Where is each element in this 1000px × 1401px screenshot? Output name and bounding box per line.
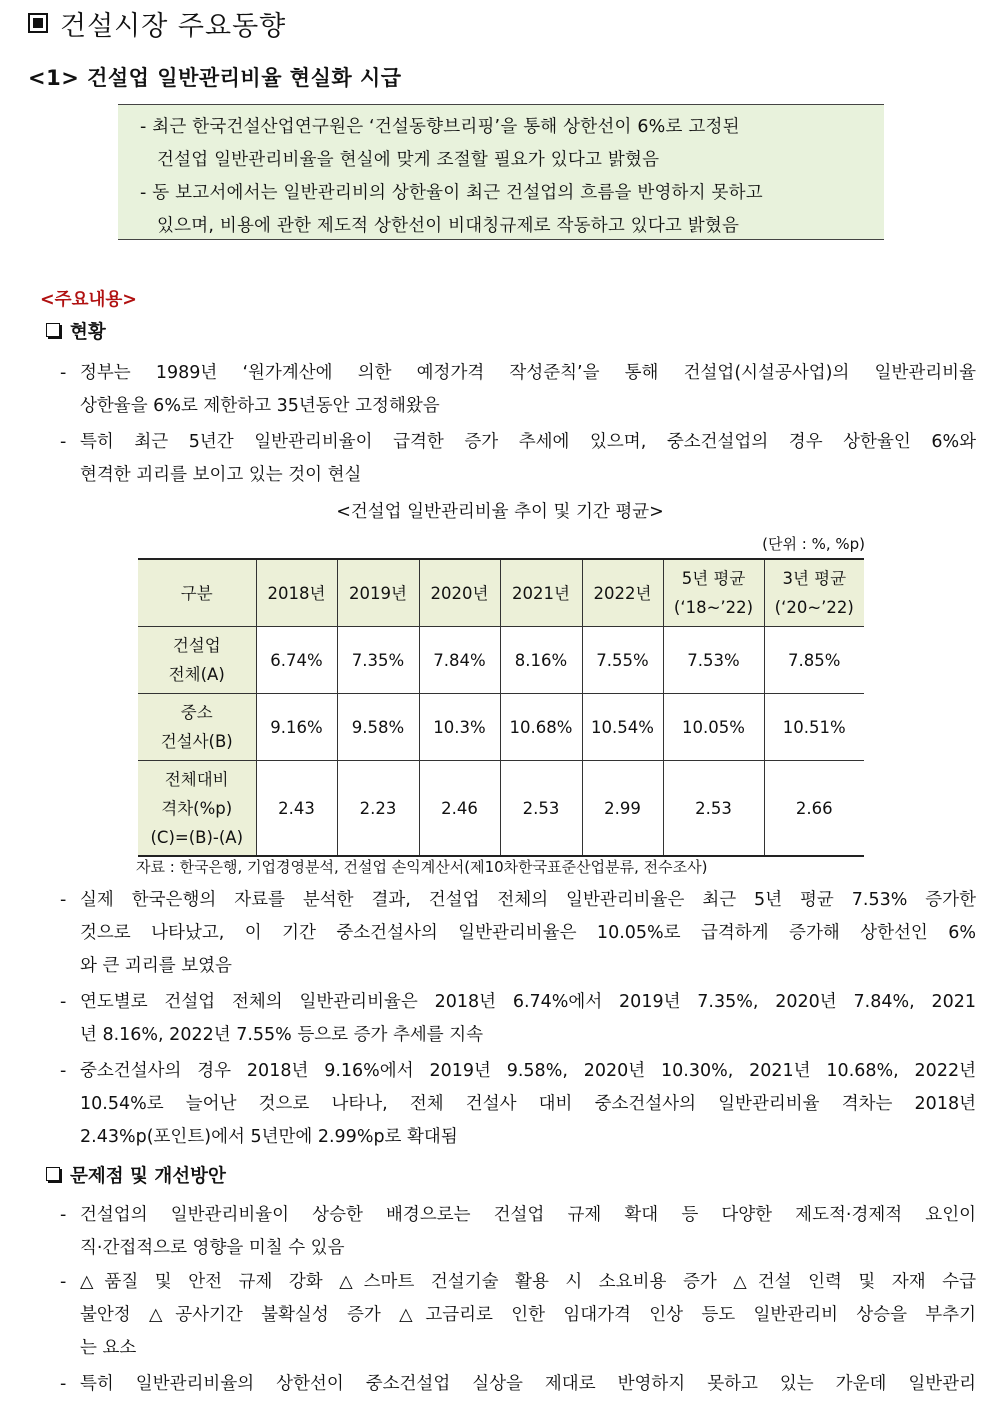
summary-line: - 동 보고서에서는 일반관리비의 상한율이 최근 건설업의 흐름을 반영하지 못하고 [140, 183, 763, 203]
table-header-row [138, 559, 864, 627]
row-label-line: (C)=(B)-(A) [150, 827, 244, 847]
table-header-cell: 2022년 [582, 559, 663, 627]
paragraph-line: 2.43%p(포인트)에서 5년만에 2.99%p로 확대됨 [80, 1127, 458, 1147]
summary-line: - 최근 한국건설산업연구원은 ‘건설동향브리핑’을 통해 상한선이 6%로 고정된 [140, 117, 740, 137]
table-cell: 2.53 [500, 761, 582, 857]
section-heading-text: 현황 [70, 322, 106, 343]
table-cell: 2.43 [256, 761, 337, 857]
paragraph-line: 불안정 △공사기간 불확실성 증가 △고금리로 인한 임대가격 인상 등도 일반관리비 상승을 부추기 [80, 1305, 976, 1325]
table-cell: 2.66 [764, 761, 864, 857]
paragraph-line: 특히 최근 5년간 일반관리비율이 급격한 증가 추세에 있으며, 중소건설업의 경우 상한율인 6%와 [80, 432, 976, 452]
main-content-heading: <주요내용> [40, 290, 137, 310]
paragraph-line: 연도별로 건설업 전체의 일반관리비율은 2018년 6.74%에서 2019년 7.35%, 2020년 7.84%, 2021 [80, 992, 976, 1012]
paragraph-line: 직·간접적으로 영향을 미칠 수 있음 [80, 1238, 345, 1258]
table-cell: 10.54% [582, 694, 663, 761]
bullet-dash: - [60, 890, 67, 910]
summary-line: 있으며, 비용에 관한 제도적 상한선이 비대칭규제로 작동하고 있다고 밝혔음 [157, 216, 740, 236]
section-title [28, 4, 286, 43]
bullet-dash: - [60, 1061, 67, 1081]
summary-box [118, 104, 884, 240]
bullet-dash: - [60, 1272, 67, 1292]
bullet-item [60, 1368, 976, 1401]
paragraph-line: 정부는 1989년 ‘원가계산에 의한 예정가격 작성준칙’을 통해 건설업(시설공사업)의 일반관리비율 [80, 363, 976, 383]
row-label-line: 전체대비 [164, 769, 229, 789]
table-cell: 2.23 [337, 761, 419, 857]
table-header-cell: 2021년 [500, 559, 582, 627]
article-subtitle: <1> 건설업 일반관리비율 현실화 시급 [28, 66, 402, 90]
section-heading-text: 문제점 및 개선방안 [70, 1166, 226, 1187]
paragraph-line: △품질 및 안전 규제 강화 △스마트 건설기술 활용 시 소요비용 증가 △건설 인력 및 자재 수급 [80, 1272, 976, 1292]
section-title-text: 건설시장 주요동향 [60, 11, 287, 42]
header-line: (‘18~’22) [673, 598, 754, 617]
row-label-line: 건설업 [172, 636, 221, 655]
table-header-cell [764, 559, 864, 627]
table-cell: 2.53 [663, 761, 764, 857]
hollow-square-bullet-icon [46, 323, 60, 337]
management-cost-ratio-table [138, 558, 864, 857]
table-cell: 7.84% [419, 627, 500, 694]
table-header-cell: 2020년 [419, 559, 500, 627]
header-line: (‘20~’22) [774, 598, 854, 617]
table-caption: <건설업 일반관리비율 추이 및 기간 평균> [336, 502, 664, 522]
summary-line: 건설업 일반관리비율을 현실에 맞게 조절할 필요가 있다고 밝혔음 [157, 150, 660, 170]
bullet-item [60, 884, 976, 983]
bullet-dash: - [60, 1374, 67, 1394]
table-source: 자료 : 한국은행, 기업경영분석, 건설업 손익계산서(제10차한국표준산업분류, 전수조사) [136, 858, 708, 876]
table-cell: 7.53% [663, 627, 764, 694]
table-header-cell: 구분 [138, 559, 256, 627]
table-unit: (단위 : %, %p) [762, 535, 865, 553]
bullet-item [60, 1199, 976, 1265]
row-header-cell [138, 761, 256, 857]
paragraph-line: 건설업의 일반관리비율이 상승한 배경으로는 건설업 규제 확대 등 다양한 제도적·경제적 요인이 [80, 1205, 976, 1225]
table-row [138, 761, 864, 857]
paragraph-line: 중소건설사의 경우 2018년 9.16%에서 2019년 9.58%, 2020년 10.30%, 2021년 10.68%, 2022년 [80, 1061, 976, 1081]
table-cell: 10.51% [764, 694, 864, 761]
paragraph-line: 현격한 괴리를 보이고 있는 것이 현실 [80, 465, 362, 485]
row-header-cell [138, 694, 256, 761]
paragraph-line: 상한율을 6%로 제한하고 35년동안 고정해왔음 [80, 396, 440, 416]
header-line: 5년 평균 [681, 569, 746, 588]
hollow-square-bullet-icon [46, 1167, 60, 1181]
table-row [138, 694, 864, 761]
bullet-dash: - [60, 432, 67, 452]
table-cell: 7.35% [337, 627, 419, 694]
table-cell: 9.58% [337, 694, 419, 761]
table-cell: 10.3% [419, 694, 500, 761]
table-cell: 7.55% [582, 627, 663, 694]
paragraph-line: 특히 일반관리비율의 상한선이 중소건설업 실상을 제대로 반영하지 못하고 있는 가운데 일반관리 [80, 1374, 976, 1394]
table-row [138, 627, 864, 694]
bullet-item [60, 426, 976, 492]
bullet-dash: - [60, 363, 67, 383]
table-header-cell [663, 559, 764, 627]
table-header-cell: 2018년 [256, 559, 337, 627]
paragraph-line: 것으로 나타났고, 이 기간 중소건설사의 일반관리비율은 10.05%로 급격하게 증가해 상한선인 6% [80, 923, 976, 943]
row-label-line: 전체(A) [168, 665, 225, 684]
table-cell: 10.68% [500, 694, 582, 761]
table-cell: 2.46 [419, 761, 500, 857]
row-label-line: 격차(%p) [161, 798, 233, 818]
table-cell: 6.74% [256, 627, 337, 694]
section-heading-problems [46, 1162, 226, 1188]
table-header-cell: 2019년 [337, 559, 419, 627]
row-header-cell [138, 627, 256, 694]
section-heading-status [46, 318, 106, 344]
bullet-item [60, 986, 976, 1052]
bullet-dash: - [60, 992, 67, 1012]
paragraph-line: 는 요소 [80, 1338, 137, 1358]
paragraph-line: 실제 한국은행의 자료를 분석한 결과, 건설업 전체의 일반관리비율은 최근 5년 평균 7.53% 증가한 [80, 890, 976, 910]
table-cell: 10.05% [663, 694, 764, 761]
header-line: 3년 평균 [782, 569, 847, 588]
paragraph-line: 년 8.16%, 2022년 7.55% 등으로 증가 추세를 지속 [80, 1025, 484, 1045]
table-cell: 8.16% [500, 627, 582, 694]
row-label-line: 건설사(B) [160, 732, 233, 751]
table-cell: 9.16% [256, 694, 337, 761]
paragraph-line: 와 큰 괴리를 보였음 [80, 956, 232, 976]
bullet-item [60, 1055, 976, 1154]
bullet-item [60, 357, 976, 423]
bullet-item [60, 1266, 976, 1365]
bullet-dash: - [60, 1205, 67, 1225]
table-cell: 2.99 [582, 761, 663, 857]
filled-square-icon [28, 13, 48, 33]
row-label-line: 중소 [180, 703, 213, 722]
paragraph-line: 10.54%로 늘어난 것으로 나타나, 전체 건설사 대비 중소건설사의 일반관리비율 격차는 2018년 [80, 1094, 976, 1114]
table-cell: 7.85% [764, 627, 864, 694]
